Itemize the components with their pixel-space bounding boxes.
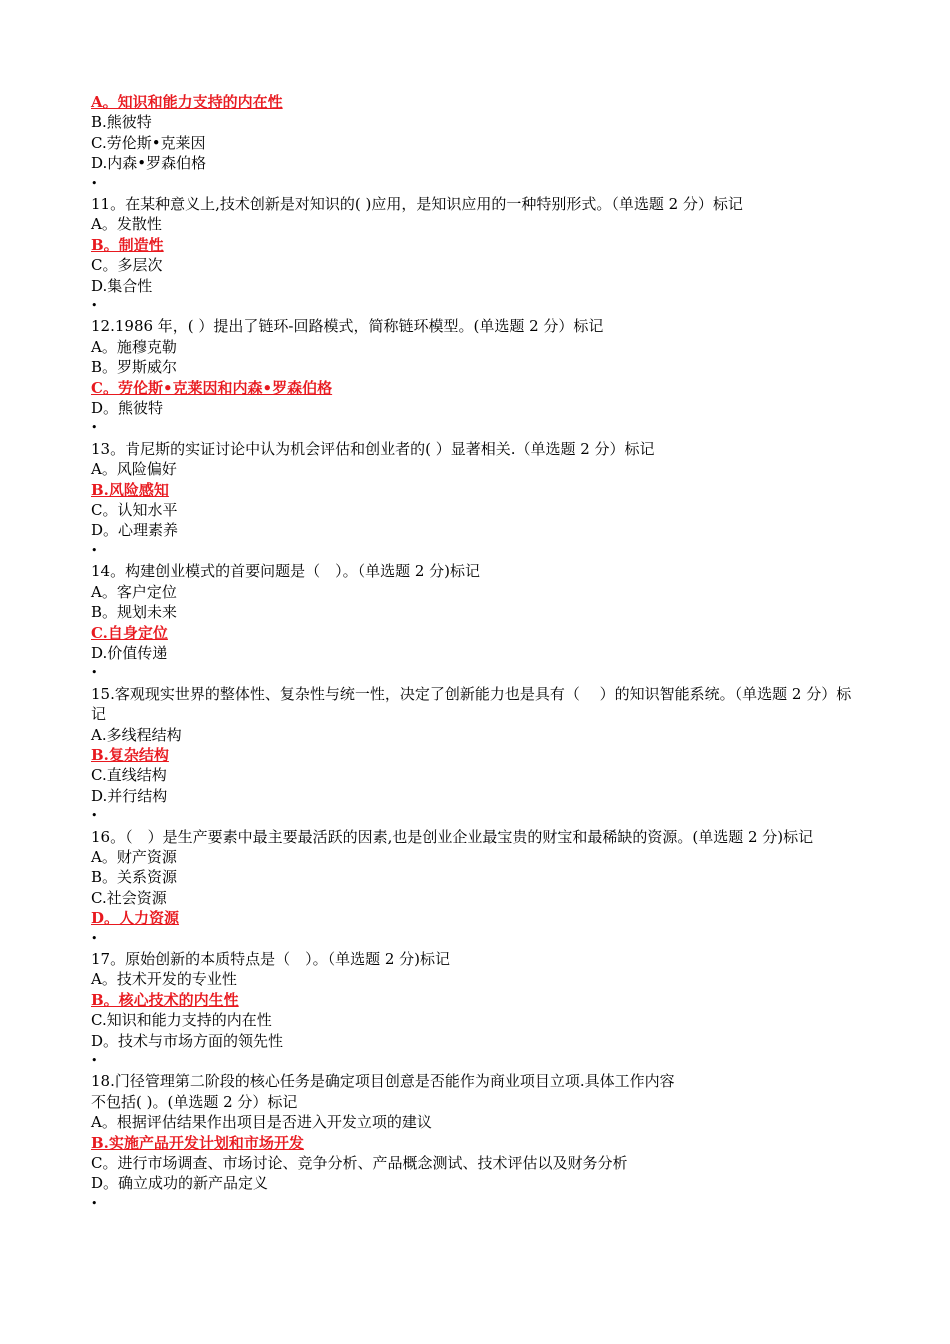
bullet-separator: • — [91, 299, 98, 313]
question-text: 12.1986 年，( ）提出了链环-回路模式，简称链环模型。(单选题 2 分）标记 — [91, 317, 604, 336]
answer-option: C.直线结构 — [91, 766, 167, 785]
answer-option: B。关系资源 — [91, 868, 178, 887]
answer-option: C。多层次 — [91, 256, 163, 275]
question-block — [91, 949, 866, 1071]
answer-option: C。进行市场调查、市场讨论、竞争分析、产品概念测试、技术评估以及财务分析 — [91, 1154, 628, 1172]
answer-option: D.并行结构 — [91, 786, 168, 805]
question-text: 14。构建创业模式的首要问题是（ ）。（单选题 2 分)标记 — [91, 562, 481, 581]
answer-option: D.价值传递 — [91, 643, 168, 662]
answer-option: B.熊彼特 — [91, 113, 152, 132]
correct-answer-option: B。制造性 — [91, 235, 164, 254]
answer-option: D。技术与市场方面的领先性 — [91, 1031, 284, 1050]
answer-option: A。风险偏好 — [91, 460, 177, 479]
correct-answer-option: B。核心技术的内生性 — [91, 990, 239, 1009]
bullet-separator: • — [91, 176, 98, 190]
correct-answer-option: C。劳伦斯•克莱因和内森•罗森伯格 — [91, 378, 333, 397]
answer-option: C.劳伦斯•克莱因 — [91, 133, 206, 152]
answer-option: A。根据评估结果作出项目是否进入开发立项的建议 — [91, 1113, 432, 1132]
answer-option: D.集合性 — [91, 276, 153, 295]
question-text: 15.客观现实世界的整体性、复杂性与统一性，决定了创新能力也是具有（ ）的知识智能系统。（单选题 2 分）标记 — [91, 684, 852, 724]
question-text: 13。肯尼斯的实证讨论中认为机会评估和创业者的( ）显著相关.（单选题 2 分）标记 — [91, 439, 655, 458]
question-block — [91, 194, 866, 316]
answer-option: D.内森•罗森伯格 — [91, 154, 207, 173]
document-body — [91, 92, 866, 1214]
bullet-separator: • — [91, 931, 98, 945]
question-text: 18.门径管理第二阶段的核心任务是确定项目创意是否能作为商业项目立项.具体工作内容 不包括( )。(单选题 2 分）标记 — [91, 1072, 675, 1111]
answer-option: B。罗斯威尔 — [91, 358, 178, 377]
answer-option: A。客户定位 — [91, 582, 177, 601]
answer-option: A。施穆克勒 — [91, 337, 177, 356]
correct-answer-option: D。人力资源 — [91, 909, 180, 928]
answer-option: D。心理素养 — [91, 521, 179, 540]
correct-answer-option: B.复杂结构 — [91, 745, 169, 764]
question-block — [91, 684, 866, 827]
question-block — [91, 561, 866, 683]
answer-option: D。熊彼特 — [91, 399, 164, 418]
bullet-separator: • — [91, 1196, 98, 1210]
question-block — [91, 316, 866, 438]
answer-option: A。技术开发的专业性 — [91, 970, 237, 989]
bullet-separator: • — [91, 543, 98, 557]
answer-option: C。认知水平 — [91, 501, 178, 520]
question-text: 11。在某种意义上,技术创新是对知识的( )应用，是知识应用的一种特别形式。（单选题 2 分）标记 — [91, 195, 743, 214]
answer-option: C.社会资源 — [91, 888, 167, 907]
correct-answer-option: A。知识和能力支持的内在性 — [91, 93, 283, 111]
answer-option: B。规划未来 — [91, 603, 178, 622]
bullet-separator: • — [91, 1053, 98, 1067]
answer-option: D。确立成功的新产品定义 — [91, 1174, 269, 1193]
bullet-separator: • — [91, 809, 98, 823]
question-block — [91, 92, 866, 194]
answer-option: C.知识和能力支持的内在性 — [91, 1011, 272, 1030]
correct-answer-option: B.实施产品开发计划和市场开发 — [91, 1133, 304, 1152]
question-text: 16。（ ）是生产要素中最主要最活跃的因素,也是创业企业最宝贵的财宝和最稀缺的资源。(单选题 2 分)标记 — [91, 827, 814, 846]
bullet-separator: • — [91, 666, 98, 680]
answer-option: A。财产资源 — [91, 847, 177, 866]
question-block — [91, 439, 866, 561]
question-text: 17。原始创新的本质特点是（ ）。（单选题 2 分)标记 — [91, 949, 451, 968]
correct-answer-option: B.风险感知 — [91, 480, 169, 499]
answer-option: A.多线程结构 — [91, 725, 182, 744]
question-block — [91, 827, 866, 949]
answer-option: A。发散性 — [91, 215, 162, 234]
bullet-separator: • — [91, 421, 98, 435]
question-block — [91, 1071, 866, 1214]
correct-answer-option: C.自身定位 — [91, 623, 168, 642]
